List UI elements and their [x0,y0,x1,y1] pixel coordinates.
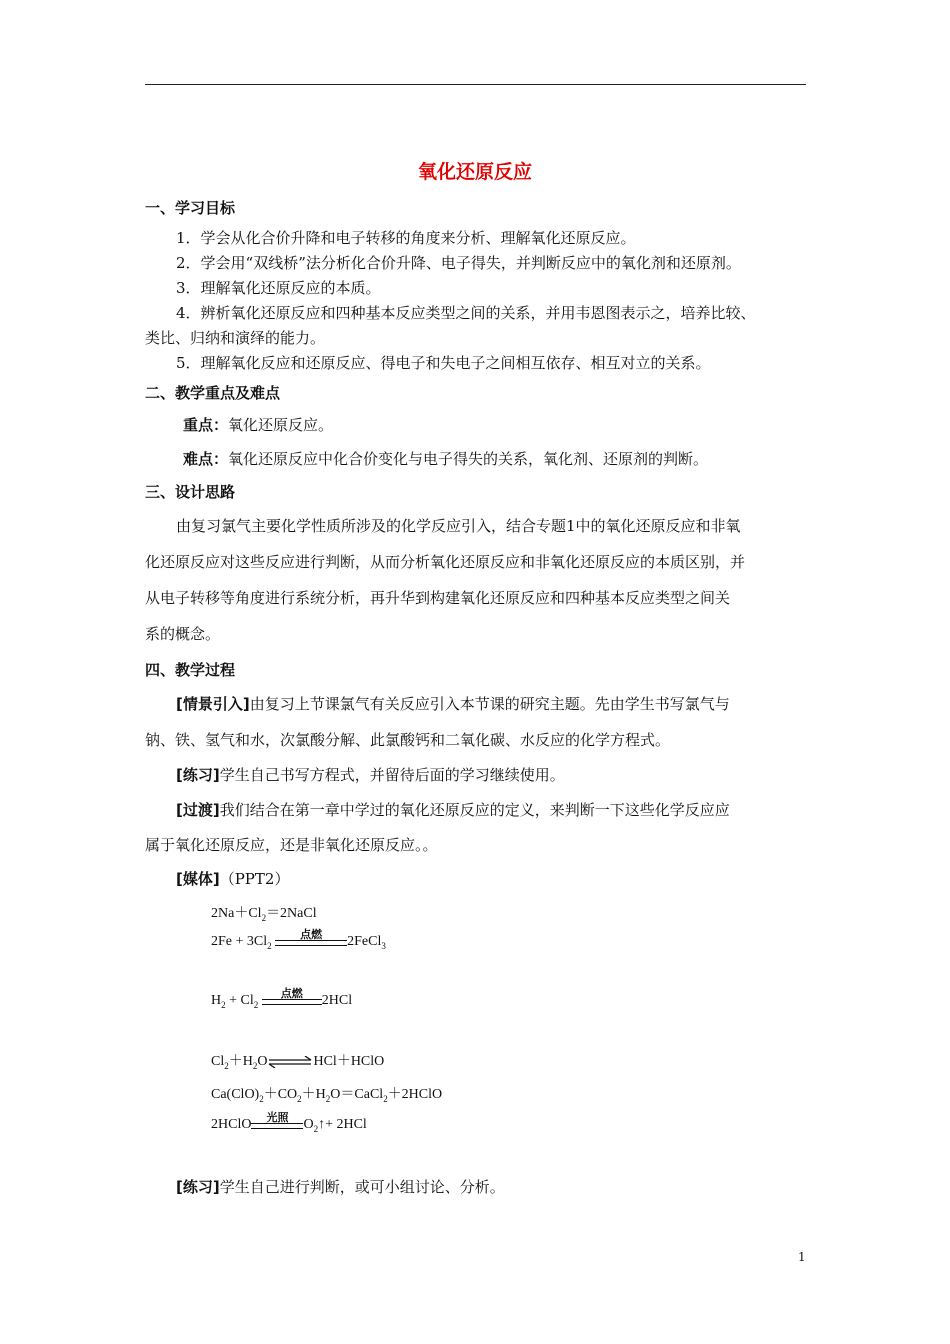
design-paragraph-line: 从电子转移等角度进行系统分析，再升华到构建氧化还原反应和四种基本反应类型之间关 [145,589,731,607]
design-paragraph-line: 由复习氯气主要化学性质所涉及的化学反应引入，结合专题1中的氧化还原反应和非氧 [176,517,741,535]
intro-text: 由复习上节课氯气有关反应引入本节课的研究主题。先由学生书写氯气与 [249,695,730,713]
exercise-label: [练习] [176,1178,220,1196]
exercise-label: [练习] [176,766,220,784]
reversible-arrow-icon [267,1056,313,1068]
equation-calcium: $Ca(ClO)_2+CO_2+H_2O=CaCl_2+2HClO$ [211,1087,443,1104]
condition-arrow [251,1112,303,1134]
difficult-point-label: 难点： [183,450,229,468]
section-heading-process: 四、教学过程 [145,661,236,679]
equation-hclo: 2HClO 光照 $O_2↑+ 2HCl$ [211,1111,367,1134]
key-point-label: 重点： [183,416,229,434]
exercise-paragraph [176,1176,505,1197]
key-point [183,414,333,435]
header-rule [145,84,806,85]
exercise-text: 学生自己书写方程式，并留待后面的学习继续使用。 [219,766,565,784]
media-label: [媒体] [176,870,220,888]
design-paragraph-line: 化还原反应对这些反应进行判断，从而分析氧化还原反应和非氧化还原反应的本质区别，并 [145,553,746,571]
key-point-text: 氧化还原反应。 [228,416,334,434]
transition-text-continued: 属于氧化还原反应，还是非氧化还原反应。。 [145,836,438,854]
condition-arrow [275,929,347,951]
transition-paragraph [176,799,730,820]
transition-text: 我们结合在第一章中学过的氧化还原反应的定义，来判断一下这些化学反应应 [219,801,730,819]
section-heading-goals: 一、学习目标 [145,199,236,217]
page-title: 氧化还原反应 [417,161,532,183]
difficult-point [183,448,708,469]
goal-item: 4．辨析氧化还原反应和四种基本反应类型之间的关系，并用韦恩图表示之，培养比较、 [176,304,756,322]
equation-water: $Cl_2+H_2O$ HCl＋HClO [211,1054,385,1071]
intro-text-continued: 钠、铁、氢气和水，次氯酸分解、此氯酸钙和二氧化碳、水反应的化学方程式。 [145,731,671,749]
condition-ignite: 点燃 [280,987,303,1000]
condition-ignite: 点燃 [300,928,323,941]
equation-sodium: $2Na+Cl_2=2NaCl$ [211,906,317,923]
goal-item: 5．理解氧化反应和还原反应、得电子和失电子之间相互依存、相互对立的关系。 [176,354,711,372]
condition-light: 光照 [266,1111,289,1124]
equation-hydrogen: $H_2 + Cl_2$ 点燃 2HCl [211,987,353,1010]
design-paragraph-line: 系的概念。 [145,625,221,643]
goal-item: 2．学会用“双线桥”法分析化合价升降、电子得失，并判断反应中的氧化剂和还原剂。 [176,254,741,272]
intro-label: [情景引入] [176,695,250,713]
media-text: （PPT2） [219,870,290,888]
page-number: 1 [798,1250,806,1264]
equation-iron: $2Fe + 3Cl_2$ 点燃 2FeCl$_3$ [211,928,386,951]
exercise-paragraph [176,764,565,785]
goal-item: 3．理解氧化还原反应的本质。 [176,279,381,297]
media-line [176,868,289,889]
section-heading-design: 三、设计思路 [145,483,236,501]
intro-paragraph [176,693,730,714]
transition-label: [过渡] [176,801,220,819]
goal-item-continued: 类比、归纳和演绎的能力。 [145,329,326,347]
goal-item: 1．学会从化合价升降和电子转移的角度来分析、理解氧化还原反应。 [176,229,636,247]
exercise-text: 学生自己进行判断，或可小组讨论、分析。 [219,1178,505,1196]
section-heading-keypoints: 二、教学重点及难点 [145,384,281,402]
condition-arrow [262,988,322,1010]
difficult-point-text: 氧化还原反应中化合价变化与电子得失的关系，氧化剂、还原剂的判断。 [228,450,709,468]
